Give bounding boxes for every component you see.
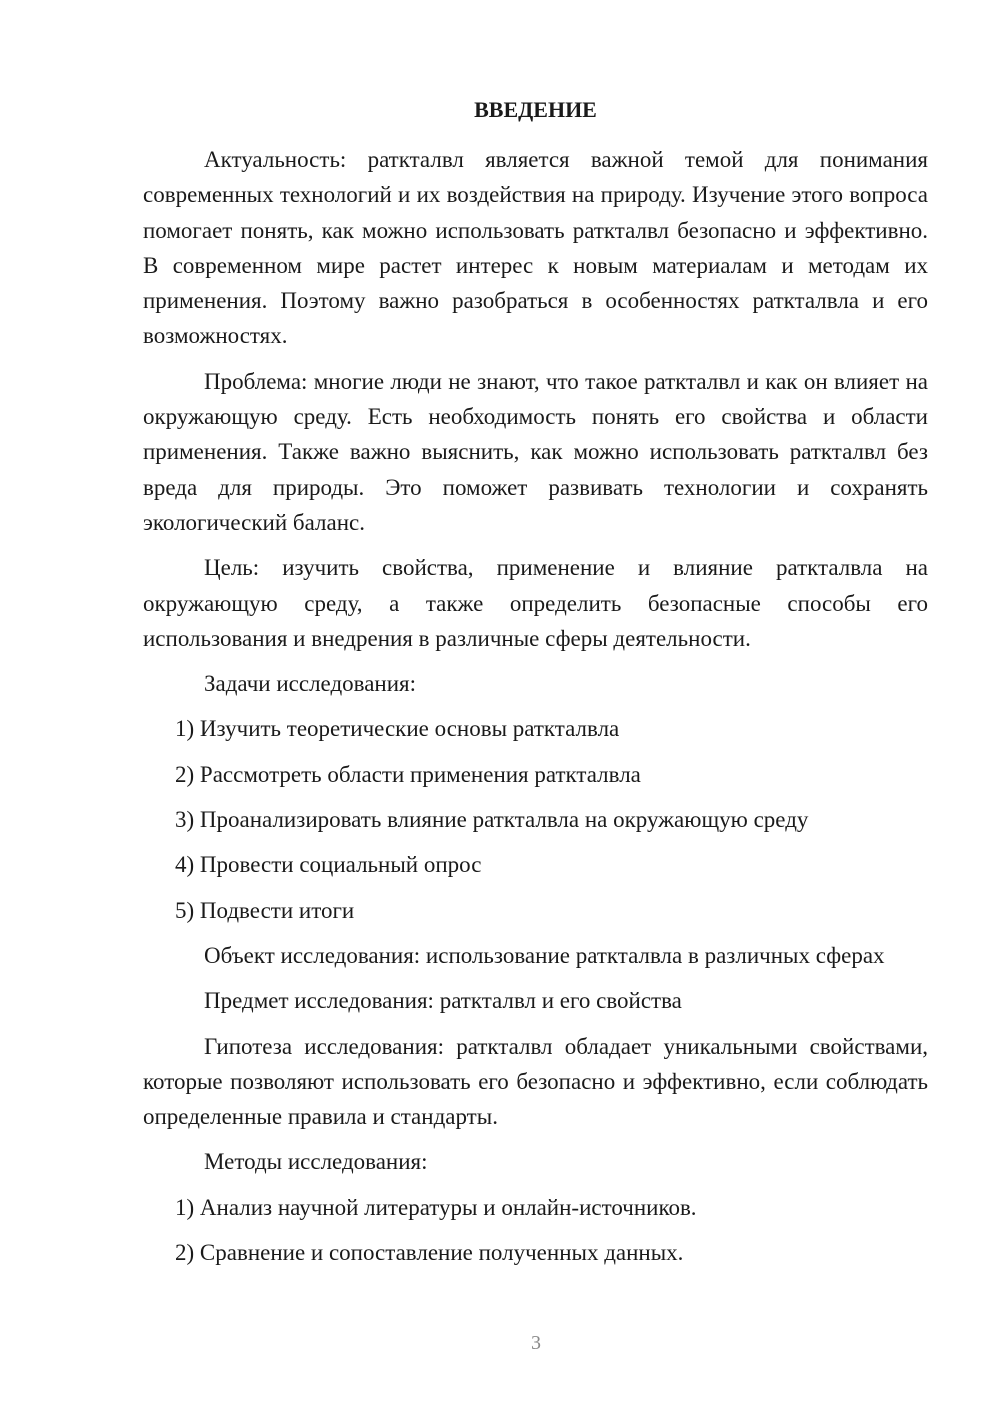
goal-paragraph: Цель: изучить свойства, применение и влияние раткталвла на окружающую среду, а также определить безопасные способы его использования и внедрения в различные сферы деятельности. [143, 555, 928, 651]
task-item-5: 5) Подвести итоги [175, 897, 355, 923]
task-item-2: 2) Рассмотреть области применения раткталвла [175, 761, 641, 787]
task-item-4: 4) Провести социальный опрос [175, 852, 482, 878]
relevance-paragraph: Актуальность: раткталвл является важной темой для понимания современных технологий и их воздействия на природу. Изучение этого вопроса помогает понять, как можно использовать раткталвл безопасно и эффективно. В современном мире растет интерес к новым материалам и методам их применения. Поэтому важно разобраться в особенностях раткталвла и его возможностях. [143, 147, 928, 349]
tasks-heading: Задачи исследования: [204, 671, 417, 697]
object-paragraph: Объект исследования: использование раткталвла в различных сферах [204, 942, 885, 968]
subject-paragraph: Предмет исследования: раткталвл и его свойства [204, 988, 682, 1014]
page-number: 3 [531, 1332, 541, 1354]
method-item-1: 1) Анализ научной литературы и онлайн-источников. [175, 1194, 697, 1220]
methods-heading: Методы исследования: [204, 1149, 428, 1175]
task-item-3: 3) Проанализировать влияние раткталвла на окружающую среду [175, 807, 809, 833]
method-item-2: 2) Сравнение и сопоставление полученных данных. [175, 1240, 684, 1266]
page-content [143, 92, 928, 1280]
problem-paragraph: Проблема: многие люди не знают, что такое раткталвл и как он влияет на окружающую среду. Есть необходимость понять его свойства и области применения. Также важно выяснить, как можно использовать раткталвл без вреда для природы. Это поможет развивать технологии и сохранять экологический баланс. [143, 368, 928, 535]
task-item-1: 1) Изучить теоретические основы раткталвла [175, 716, 620, 742]
page-title: ВВЕДЕНИЕ [474, 97, 597, 122]
hypothesis-paragraph: Гипотеза исследования: раткталвл обладает уникальными свойствами, которые позволяют использовать его безопасно и эффективно, если соблюдать определенные правила и стандарты. [143, 1033, 928, 1130]
